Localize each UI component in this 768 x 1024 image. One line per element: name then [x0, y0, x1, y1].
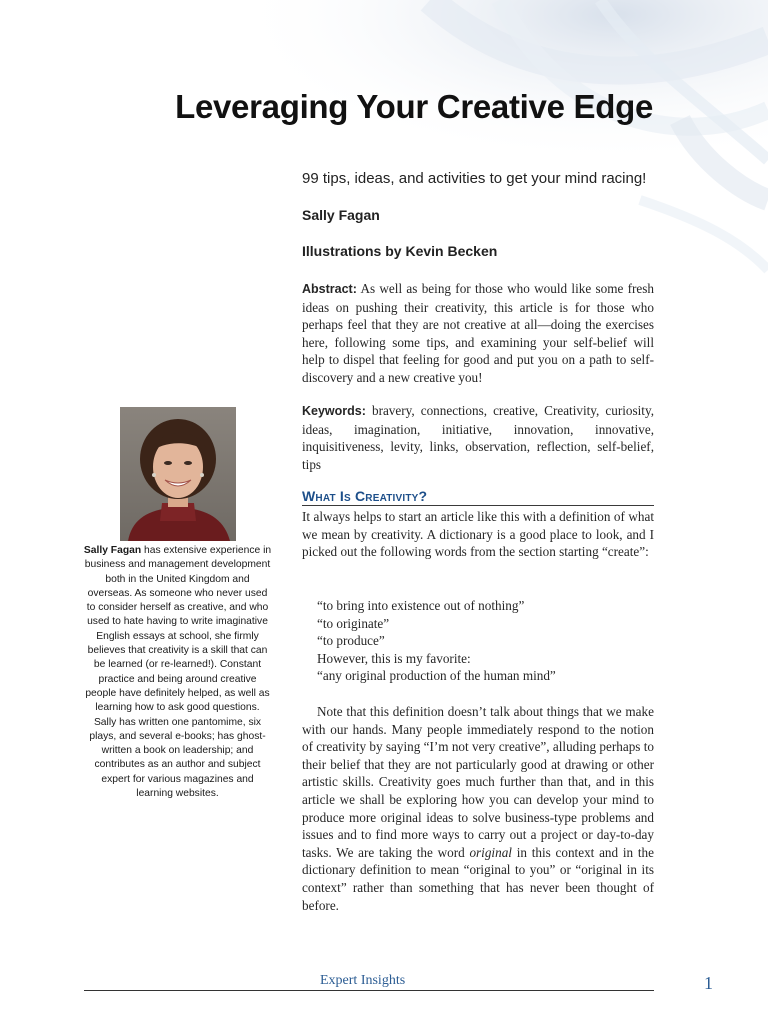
quote-list	[317, 597, 657, 685]
note-italic: original	[469, 844, 512, 860]
quote-item: “to originate”	[317, 615, 390, 631]
quote-item: “to bring into existence out of nothing”	[317, 598, 525, 613]
quote-item: However, this is my favorite:	[317, 650, 471, 666]
bio-text: has extensive experience in business and management development both in the United Kingdom and overseas. As someone who never used to consider herself as creative, and who used to hate having to write imaginative English essays at school, she firmly believes that creativity is a skill that can be learned (or re-learned!). Constant practice and being around creative people have definitely helped, as well as learning how to ask good questions. Sally has written one pantomime, six plays, and several e-books; has ghost-written a book on leadership; and contributes as an author and subject expert for various magazines and learning websites.	[84, 545, 272, 800]
abstract-text: As well as being for those who would like some fresh ideas on pushing their creativity, this article is for those who perhaps feel that they are not creative at all—doing the exercises here, following some tips, and examining your self-belief will help to dispel that feeling for good and put you on a path to self-discovery and a new creative you!	[302, 281, 654, 385]
author-bio	[83, 544, 272, 801]
section-heading: What Is Creativity?	[302, 488, 654, 506]
keywords	[302, 402, 654, 473]
page-number: 1	[704, 973, 713, 993]
subtitle: 99 tips, ideas, and activities to get your mind racing!	[302, 170, 647, 187]
keywords-label: Keywords:	[302, 404, 366, 418]
footer-rule	[84, 990, 654, 991]
intro-paragraph: It always helps to start an article like this with a definition of what we mean by creativity. A dictionary is a good place to look, and I picked out the following words from the section starting “create”:	[302, 509, 654, 560]
keywords-text: bravery, connections, creative, Creativity, curiosity, ideas, imagination, initiative, innovation, innovative, inquisitiveness, levity, links, observation, reflection, self-belief, tips	[302, 403, 654, 472]
note-text-1: Note that this definition doesn’t talk about things that we make with our hands. Many people immediately respond to the notion of creativity by saying “I’m not very creative”, alluding perhaps to their belief that they are not particularly good at drawing or other artistic skills. Creativity goes much further than that, and in this article we shall be exploring how you can develop your mind to produce more original ideas to solve business-type problems and issues and to find more ways to carry out a project or day-to-day tasks. We are taking the word	[302, 704, 654, 860]
page-title: Leveraging Your Creative Edge	[175, 88, 653, 125]
illustration-credit: Illustrations by Kevin Becken	[302, 243, 498, 259]
author-photo	[120, 407, 236, 541]
quote-item: “to produce”	[317, 633, 385, 649]
footer-title: Expert Insights	[320, 973, 406, 988]
quote-item: “any original production of the human mind”	[317, 668, 556, 684]
author-name: Sally Fagan	[302, 207, 380, 223]
abstract-label: Abstract:	[302, 282, 357, 296]
note-paragraph	[302, 703, 654, 914]
note-text-2: in this context and in the dictionary definition to mean “original to you” or “original in its context” rather than something that has never been thought of before.	[302, 844, 654, 913]
abstract	[302, 280, 654, 387]
bio-name: Sally Fagan	[83, 545, 142, 556]
